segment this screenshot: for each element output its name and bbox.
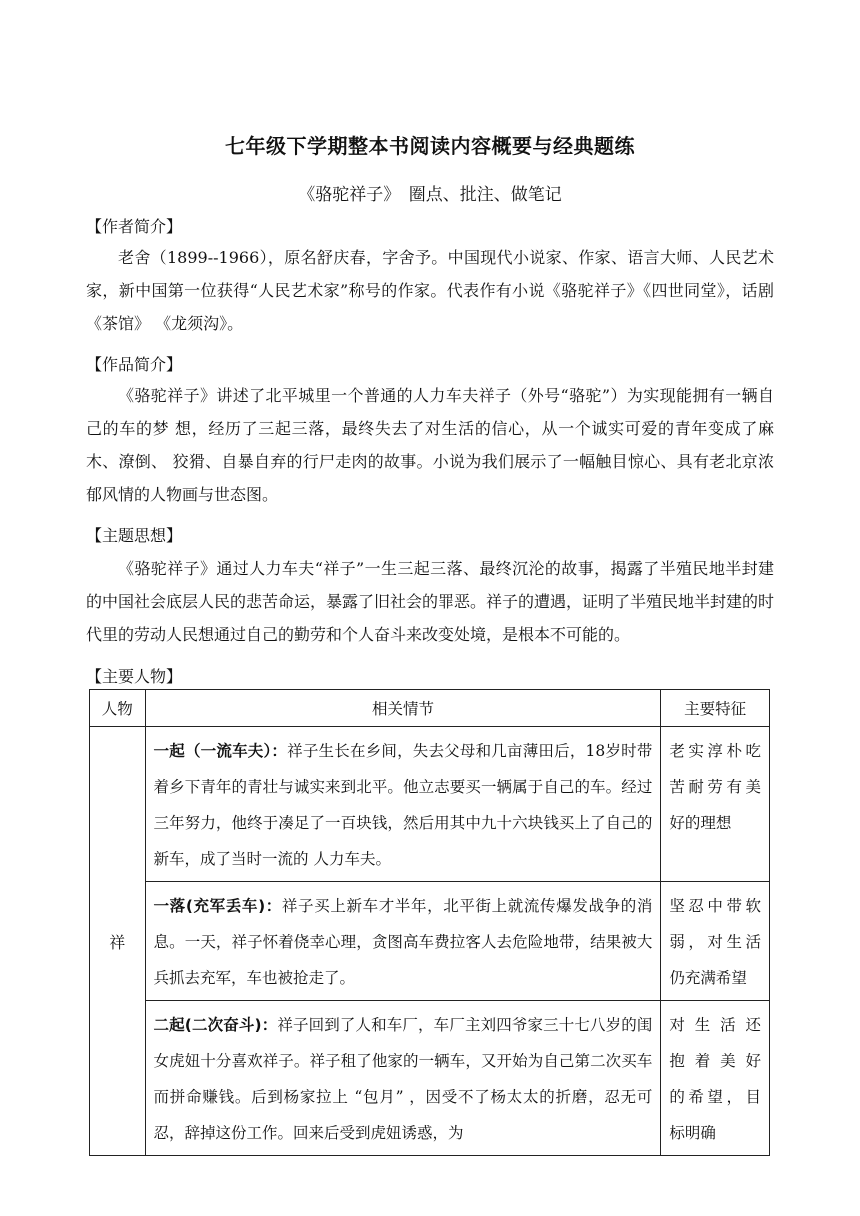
header-character: 人物: [90, 690, 146, 727]
header-trait: 主要特征: [661, 690, 770, 727]
theme-paragraph: 《骆驼祥子》通过人力车夫“祥子”一生三起三落、最终沉沦的故事，揭露了半殖民地半封建的中国社会底层人民的悲苦命运，暴露了旧社会的罪恶。祥子的遭遇，证明了半殖民地半封建的时代里的劳动人民想通过自己的勤劳和个人奋斗来改变处境，是根本不可能的。: [86, 559, 775, 644]
plot-cell: [145, 727, 661, 882]
section-heading-theme: 【主题思想】: [86, 526, 183, 545]
table-row: [90, 1001, 770, 1156]
plot-text: 祥子回到了人和车厂，车厂主刘四爷家三十七八岁的闺女虎妞十分喜欢祥子。祥子租了他家的一辆车，又开始为自己第二次买车而拼命赚钱。后到杨家拉上 “包月” ，因受不了杨太太的折磨，忍无可忍，辞掉这份工作。回来后受到虎妞诱惑，为: [153, 1016, 653, 1142]
section-heading-author: 【作者简介】: [86, 217, 183, 236]
characters-table: [89, 689, 770, 1156]
plot-text: 祥子生长在乡间，失去父母和几亩薄田后，18岁时带着乡下青年的青壮与诚实来到北平。他立志要买一辆属于自己的车。经过三年努力，他终于凑足了一百块钱，然后用其中九十六块钱买上了自己的新车，成了当时一流的 人力车夫。: [153, 742, 653, 868]
character-name-cell: 祥: [90, 727, 146, 1156]
trait-cell: 老实淳朴吃苦耐劳有美好的理想: [661, 727, 770, 882]
work-paragraph: 《骆驼祥子》讲述了北平城里一个普通的人力车夫祥子（外号“骆驼”）为实现能拥有一辆自己的车的梦 想，经历了三起三落，最终失去了对生活的信心，从一个诚实可爱的青年变成了麻木、潦倒、 狡猾、自暴自弃的行尸走肉的故事。小说为我们展示了一幅触目惊心、具有老北京浓郁风情的人物画与世态图。: [86, 386, 774, 504]
page-subtitle: 《骆驼祥子》 圈点、批注、做笔记: [298, 185, 562, 205]
author-paragraph: 老舍（1899--1966），原名舒庆春，字舍予。中国现代小说家、作家、语言大师、人民艺术家，新中国第一位获得“人民艺术家”称号的作家。代表作有小说《骆驼祥子》《四世同堂》，话剧《茶馆》 《龙须沟》。: [86, 248, 774, 333]
plot-cell: [145, 882, 661, 1001]
plot-heading: 一落(充军丢车)：: [153, 897, 282, 915]
trait-cell: 坚忍中带软弱，对生活仍充满希望: [661, 882, 770, 1001]
table-row: [90, 727, 770, 882]
plot-cell: [145, 1001, 661, 1156]
plot-text: 祥子买上新车才半年，北平街上就流传爆发战争的消息。一天，祥子怀着侥幸心理，贪图高车费拉客人去危险地带，结果被大兵抓去充军，车也被抢走了。: [153, 897, 653, 987]
section-heading-characters: 【主要人物】: [86, 667, 183, 686]
table-row: [90, 882, 770, 1001]
section-heading-work: 【作品简介】: [86, 355, 183, 374]
plot-heading: 一起（一流车夫）：: [153, 742, 288, 760]
page-title: 七年级下学期整本书阅读内容概要与经典题练: [225, 134, 635, 158]
plot-heading: 二起(二次奋斗)：: [153, 1016, 278, 1034]
trait-cell: 对 生 活 还 抱 着 美 好 的希望，目标明确: [661, 1001, 770, 1156]
header-plot: 相关情节: [145, 690, 661, 727]
table-header-row: [90, 690, 770, 727]
